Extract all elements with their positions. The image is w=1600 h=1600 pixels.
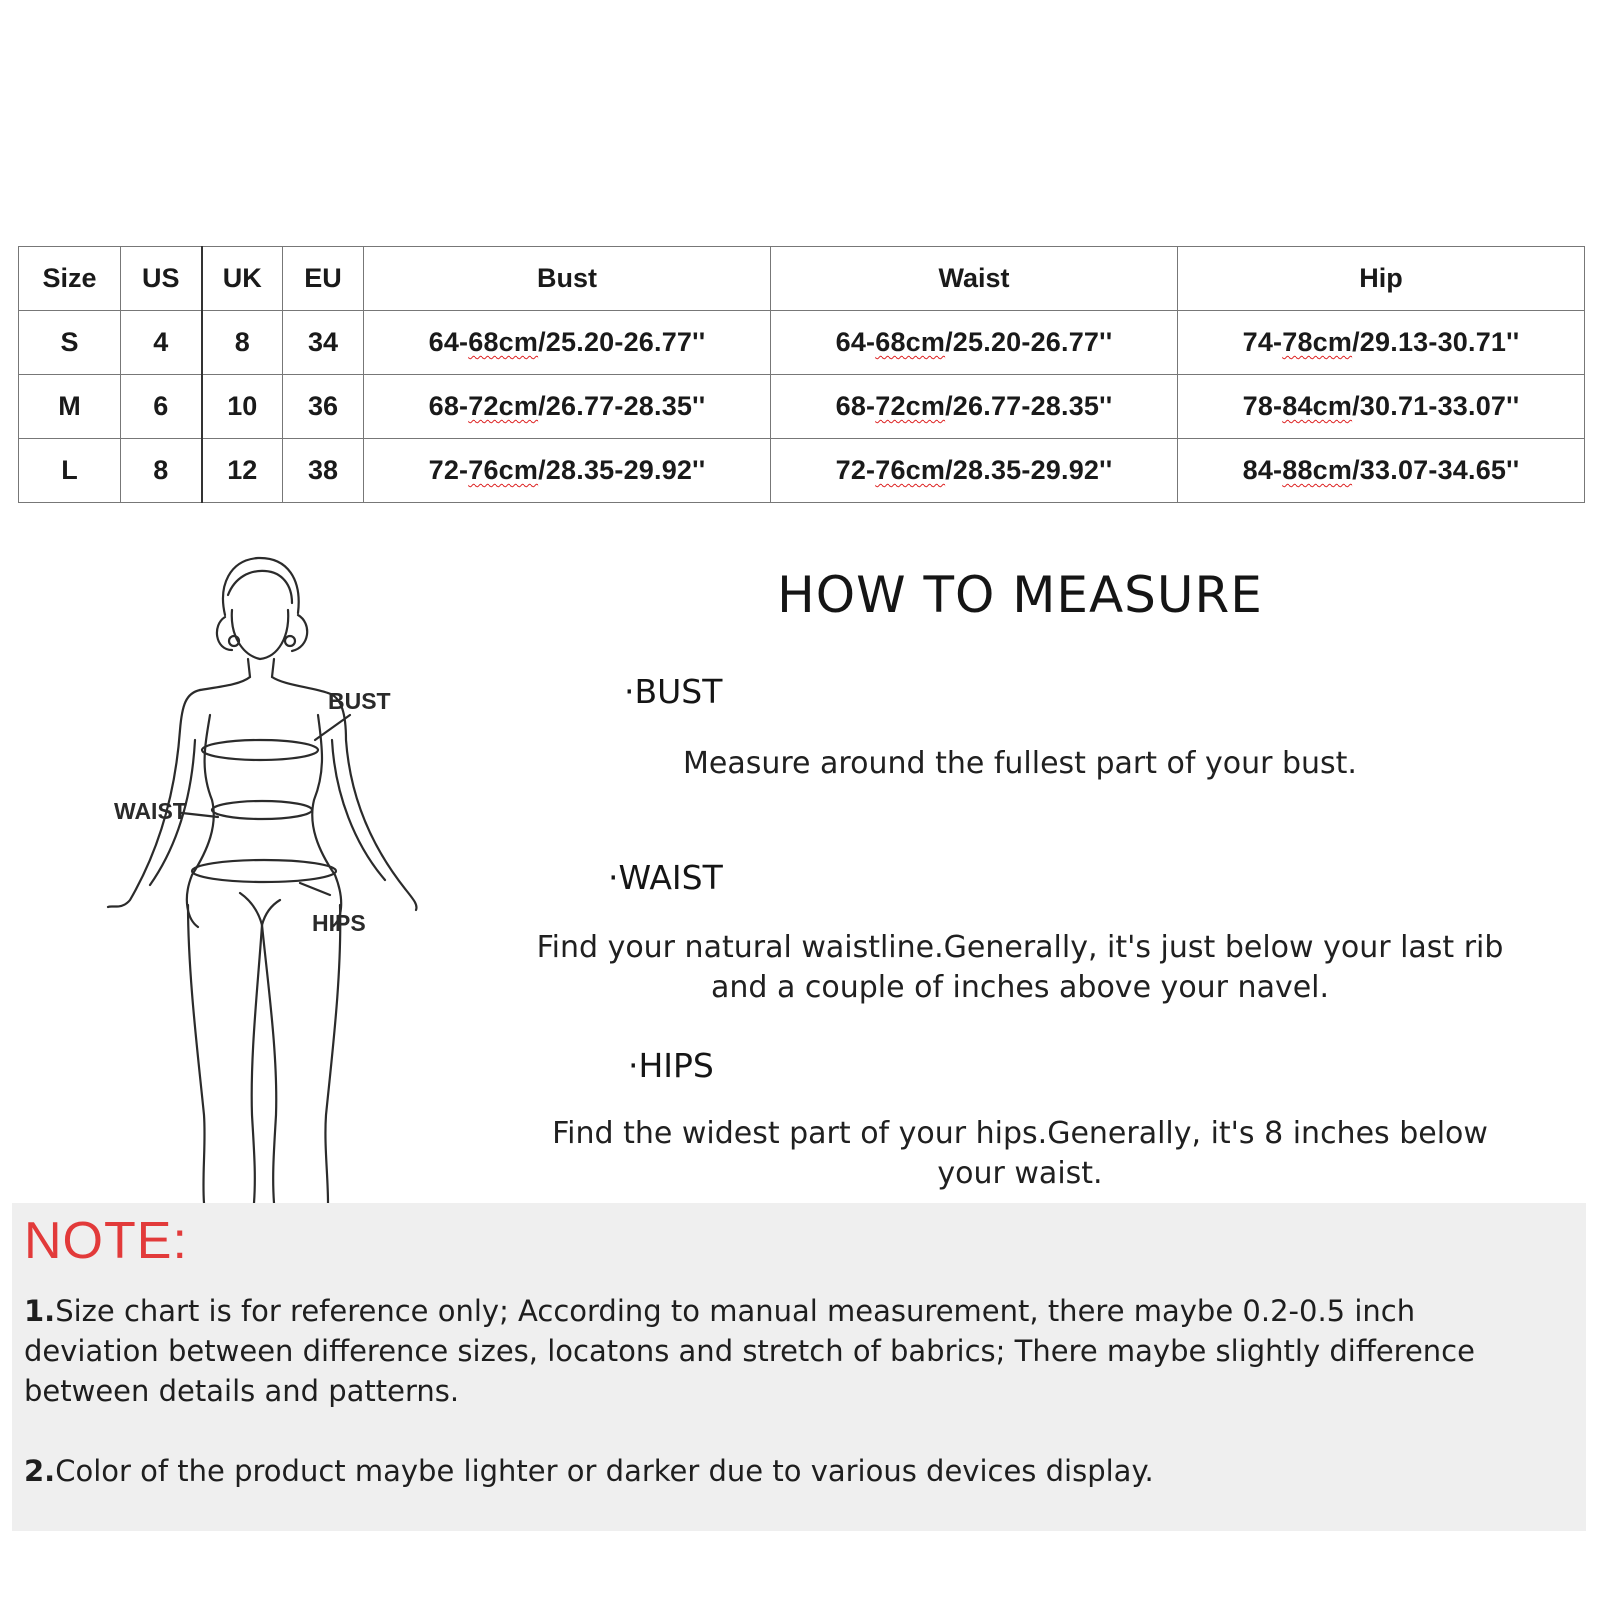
cell-bust-pre: 64- bbox=[428, 327, 469, 357]
cell-waist-pre: 64- bbox=[835, 327, 876, 357]
bust-instruction: Measure around the fullest part of your bust. bbox=[683, 746, 1357, 781]
cell-bust-cm: 72cm bbox=[468, 391, 539, 421]
header-us: US bbox=[121, 247, 202, 311]
cell-size: M bbox=[19, 375, 121, 439]
hips-heading: ·HIPS bbox=[628, 1046, 714, 1085]
table-row bbox=[19, 439, 1585, 503]
cell-waist-pre: 68- bbox=[835, 391, 876, 421]
cell-bust-cm: 68cm bbox=[468, 327, 539, 357]
size-chart-table bbox=[18, 246, 1585, 503]
header-bust: Bust bbox=[364, 247, 771, 311]
header-size: Size bbox=[19, 247, 121, 311]
cell-hip-post: /30.71-33.07'' bbox=[1352, 391, 1520, 421]
cell-hip-cm: 88cm bbox=[1282, 455, 1353, 485]
note-item-1-line-3: between details and patterns. bbox=[24, 1374, 460, 1408]
cell-size: L bbox=[19, 439, 121, 503]
cell-hip bbox=[1178, 311, 1585, 375]
note-item-1-text: Size chart is for reference only; According to manual measurement, there maybe 0.2-0.5 inch bbox=[55, 1294, 1416, 1328]
cell-bust-post: /26.77-28.35'' bbox=[538, 391, 706, 421]
cell-bust-cm: 76cm bbox=[468, 455, 539, 485]
cell-us: 6 bbox=[121, 375, 202, 439]
table-row bbox=[19, 311, 1585, 375]
body-outline-illustration bbox=[100, 555, 440, 1205]
cell-waist bbox=[771, 375, 1178, 439]
bust-heading: ·BUST bbox=[624, 672, 723, 711]
hips-figure-label: HIPS bbox=[312, 910, 366, 936]
waist-heading: ·WAIST bbox=[608, 858, 723, 897]
cell-hip-cm: 84cm bbox=[1282, 391, 1353, 421]
cell-waist-pre: 72- bbox=[835, 455, 876, 485]
note-item-2 bbox=[24, 1451, 1574, 1491]
note-item-1-line-2: deviation between difference sizes, locatons and stretch of babrics; There maybe slightly difference bbox=[24, 1334, 1475, 1368]
cell-bust bbox=[364, 375, 771, 439]
table-header-row bbox=[19, 247, 1585, 311]
cell-us: 4 bbox=[121, 311, 202, 375]
cell-waist-cm: 76cm bbox=[875, 455, 946, 485]
cell-hip-pre: 84- bbox=[1242, 455, 1283, 485]
note-item-1-line-1 bbox=[24, 1291, 1574, 1331]
cell-bust-post: /28.35-29.92'' bbox=[538, 455, 706, 485]
cell-bust bbox=[364, 311, 771, 375]
table-row bbox=[19, 375, 1585, 439]
cell-waist bbox=[771, 439, 1178, 503]
cell-hip-pre: 74- bbox=[1242, 327, 1283, 357]
cell-hip-post: /29.13-30.71'' bbox=[1352, 327, 1520, 357]
cell-us: 8 bbox=[121, 439, 202, 503]
cell-waist-post: /25.20-26.77'' bbox=[945, 327, 1113, 357]
cell-waist-post: /26.77-28.35'' bbox=[945, 391, 1113, 421]
cell-hip bbox=[1178, 439, 1585, 503]
header-eu: EU bbox=[283, 247, 364, 311]
cell-uk: 10 bbox=[202, 375, 283, 439]
cell-eu: 38 bbox=[283, 439, 364, 503]
cell-eu: 34 bbox=[283, 311, 364, 375]
cell-bust-pre: 72- bbox=[428, 455, 469, 485]
waist-figure-label: WAIST bbox=[114, 798, 187, 824]
header-waist: Waist bbox=[771, 247, 1178, 311]
note-item-1 bbox=[24, 1291, 1574, 1411]
cell-waist-cm: 68cm bbox=[875, 327, 946, 357]
note-item-2-text: Color of the product maybe lighter or darker due to various devices display. bbox=[55, 1454, 1154, 1488]
cell-uk: 8 bbox=[202, 311, 283, 375]
cell-bust bbox=[364, 439, 771, 503]
cell-hip-pre: 78- bbox=[1242, 391, 1283, 421]
cell-uk: 12 bbox=[202, 439, 283, 503]
how-to-measure-title: HOW TO MEASURE bbox=[777, 566, 1263, 624]
cell-waist-post: /28.35-29.92'' bbox=[945, 455, 1113, 485]
cell-hip-cm: 78cm bbox=[1282, 327, 1353, 357]
header-hip: Hip bbox=[1178, 247, 1585, 311]
cell-size: S bbox=[19, 311, 121, 375]
bust-figure-label: BUST bbox=[328, 688, 391, 714]
cell-hip-post: /33.07-34.65'' bbox=[1352, 455, 1520, 485]
waist-instruction-line-1: Find your natural waistline.Generally, it's just below your last rib bbox=[536, 930, 1504, 965]
cell-bust-pre: 68- bbox=[428, 391, 469, 421]
waist-instruction bbox=[520, 928, 1520, 1008]
cell-waist-cm: 72cm bbox=[875, 391, 946, 421]
hips-instruction-line-1: Find the widest part of your hips.Generally, it's 8 inches below bbox=[552, 1116, 1488, 1151]
hips-instruction bbox=[520, 1114, 1520, 1194]
waist-instruction-line-2: and a couple of inches above your navel. bbox=[710, 970, 1330, 1005]
hips-instruction-line-2: your waist. bbox=[937, 1156, 1103, 1191]
note-title: NOTE: bbox=[24, 1212, 188, 1270]
note-item-2-number: 2. bbox=[24, 1454, 56, 1488]
cell-hip bbox=[1178, 375, 1585, 439]
cell-eu: 36 bbox=[283, 375, 364, 439]
cell-waist bbox=[771, 311, 1178, 375]
note-item-1-number: 1. bbox=[24, 1294, 56, 1328]
header-uk: UK bbox=[202, 247, 283, 311]
cell-bust-post: /25.20-26.77'' bbox=[538, 327, 706, 357]
note-box bbox=[12, 1203, 1586, 1531]
body-measurement-figure bbox=[100, 555, 440, 1205]
